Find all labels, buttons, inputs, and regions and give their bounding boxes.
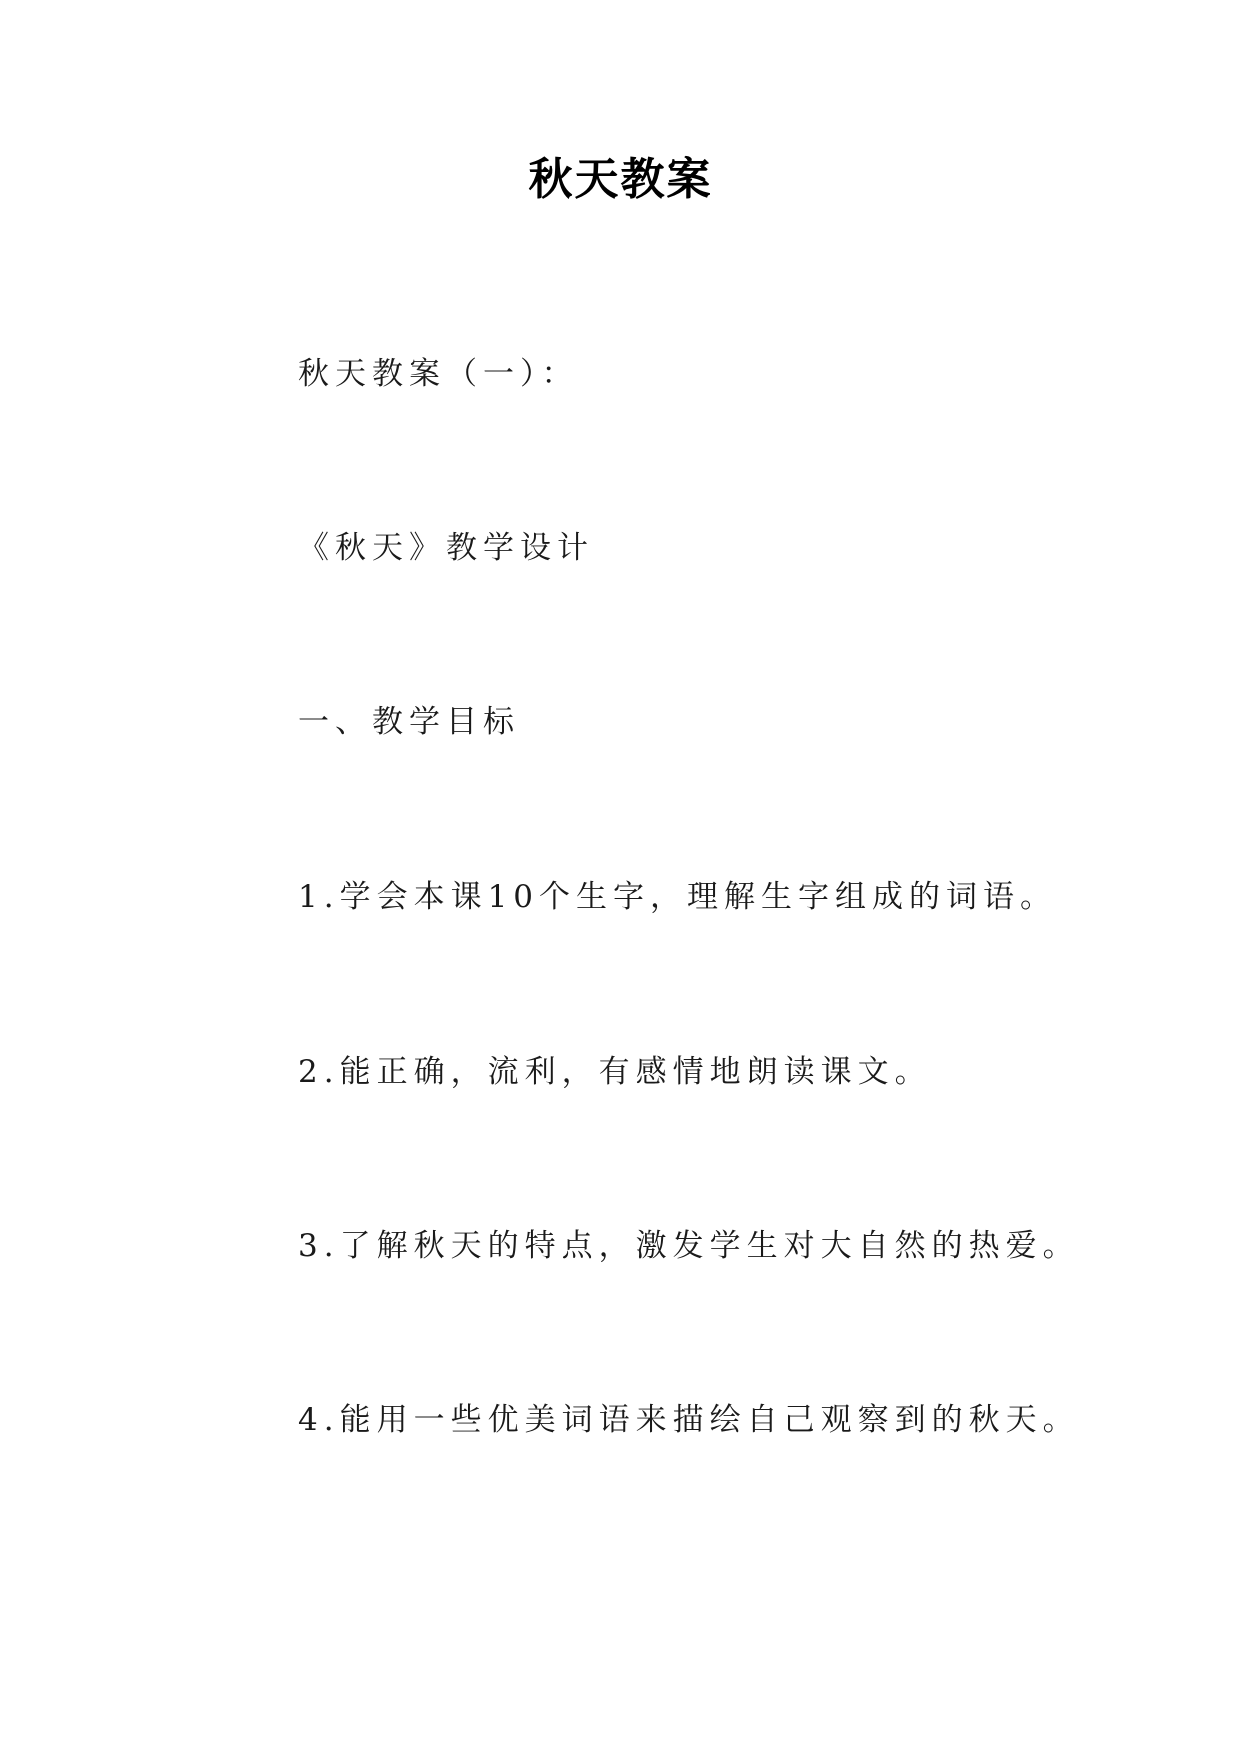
objective-item-1: 1.学会本课10个生字，理解生字组成的词语。 [298, 879, 1058, 915]
teaching-objectives-heading: 一、教学目标 [298, 704, 520, 740]
objective-item-4: 4.能用一些优美词语来描绘自己观察到的秋天。 [298, 1402, 1080, 1438]
objective-item-3: 3.了解秋天的特点，激发学生对大自然的热爱。 [298, 1228, 1080, 1264]
section-heading-lesson-one: 秋天教案（一）： [298, 356, 579, 392]
lesson-design-title: 《秋天》教学设计 [298, 530, 594, 566]
document-title: 秋天教案 [528, 154, 713, 205]
objective-item-2: 2.能正确，流利，有感情地朗读课文。 [298, 1054, 932, 1090]
